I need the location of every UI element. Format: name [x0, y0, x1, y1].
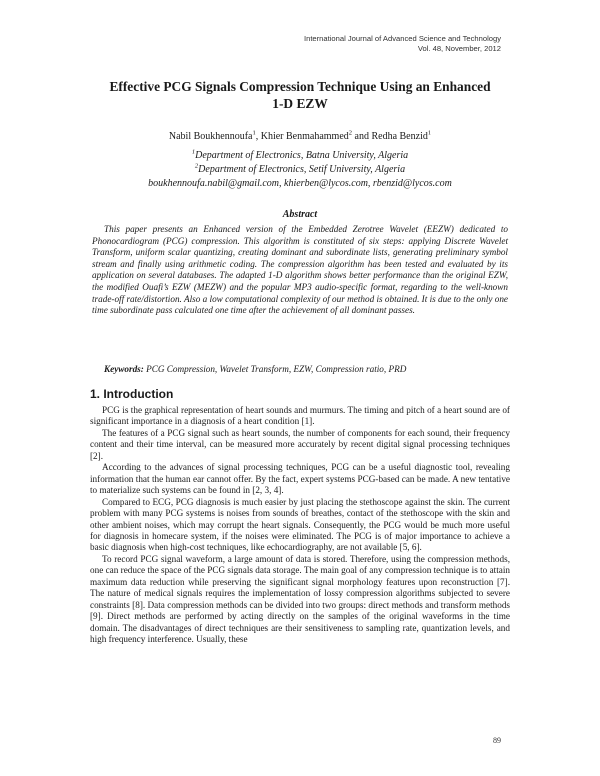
author-emails: boukhennoufa.nabil@gmail.com, khierben@lycos.com, rbenzid@lycos.com — [148, 178, 452, 189]
paragraph: Compared to ECG, PCG diagnosis is much easier by just placing the stethoscope against the skin. The current problem with many PCG systems is noises from sounds of breathes, contact of the stethoscope with the skin and other ambient noises, which may corrupt the heart signals. Consequently, the PCG would be much more useful for diagnosis in homecare system, if the noises were eliminated. The PCG is of major importance to achieve a basic diagnosis when high-cost techniques, like echocardiography, are not available [5, 6]. — [90, 496, 510, 553]
introduction-body — [90, 405, 510, 646]
paragraph: To record PCG signal waveform, a large amount of data is stored. Therefore, using the compression methods, one can reduce the space of the PCG signals data storage. The main goal of any compression technique is to attain maximum data reduction while preserving the significant signal morphology features upon reconstruction [7]. The nature of medical signals requires the implementation of lossy compression algorithms subjected to severe constraints [8]. Data compression methods can be divided into two groups: direct methods and transform methods [9]. Direct methods are performed by acting directly on the samples of the original waveforms in the time domain. The disadvantages of direct techniques are their sensitiveness to sampling rate, quantization levels, and high frequency interference. Usually, these — [90, 553, 510, 645]
author-3: Redha Benzid — [371, 131, 428, 142]
author-1-affil: 1 — [252, 129, 256, 137]
author-1: Nabil Boukhennoufa — [168, 131, 253, 142]
paragraph: The features of a PCG signal such as heart sounds, the number of components for each sound, their frequency content and their time interval, can be measured more accurately by recent digital signal processing techniques [2]. — [90, 427, 510, 461]
title-line-2: 1-D EZW — [272, 96, 328, 111]
author-list — [90, 130, 510, 143]
author-3-affil: 1 — [427, 129, 432, 137]
journal-volume: Vol. 48, November, 2012 — [417, 44, 501, 53]
affiliation-2-marker: 2 — [194, 162, 199, 170]
journal-name: International Journal of Advanced Science and Technology — [303, 34, 501, 43]
keywords-text: PCG Compression, Wavelet Transform, EZW, Compression ratio, PRD — [143, 364, 407, 374]
author-2: Khier Benmahammed — [260, 131, 349, 142]
paragraph: PCG is the graphical representation of heart sounds and murmurs. The timing and pitch of a heart sound are of significant importance in a diagnosis of a heart condition [1]. — [90, 405, 510, 427]
paragraph: According to the advances of signal processing techniques, PCG can be a useful diagnostic tool, revealing information that the human ear cannot offer. By the fact, expert systems PCG-based can be made. A new tentative to materialize such systems can be found in [2, 3, 4]. — [90, 462, 510, 496]
affiliation-2-text: Department of Electronics, Setif University, Algeria — [198, 164, 406, 175]
journal-header — [304, 34, 501, 54]
author-separator-2: and — [352, 131, 372, 142]
author-separator-1: , — [255, 131, 261, 142]
author-2-affil: 2 — [348, 129, 353, 137]
keywords — [104, 364, 508, 376]
affiliation-2 — [90, 163, 510, 176]
keywords-label: Keywords: — [104, 364, 144, 374]
section-heading-introduction: 1. Introduction — [90, 387, 174, 401]
abstract-heading: Abstract — [282, 209, 318, 220]
paper-title — [90, 78, 510, 112]
affiliation-1-text: Department of Electronics, Batna University, Algeria — [195, 150, 409, 161]
title-line-1: Effective PCG Signals Compression Technique Using an Enhanced — [109, 79, 491, 94]
affiliation-1-marker: 1 — [191, 148, 196, 156]
abstract-text: This paper presents an Enhanced version of the Embedded Zerotree Wavelet (EEZW) dedicated to Phonocardiogram (PCG) compression. This algorithm is constituted of six steps: applying Discrete Wavelet Transform, uniform scalar quantizing, creating dominant and subordinate lists, generating preliminary symbol stream and finally using arithmetic coding. The compression algorithm has been tested and evaluated by its application on several databases. The adapted 1-D algorithm shows better performance than the original EZW, the modified Ouafi’s EZW (MEZW) and the popular MP3 audio-specific format, regarding to the well-known trade-off rate/distortion. Also a low computational complexity of our method is obtained. It is due to the only one time subordinate pass calculated one time after the achievement of all dominant passes. — [92, 224, 508, 316]
page-number: 89 — [493, 736, 501, 745]
affiliation-1 — [90, 149, 510, 162]
